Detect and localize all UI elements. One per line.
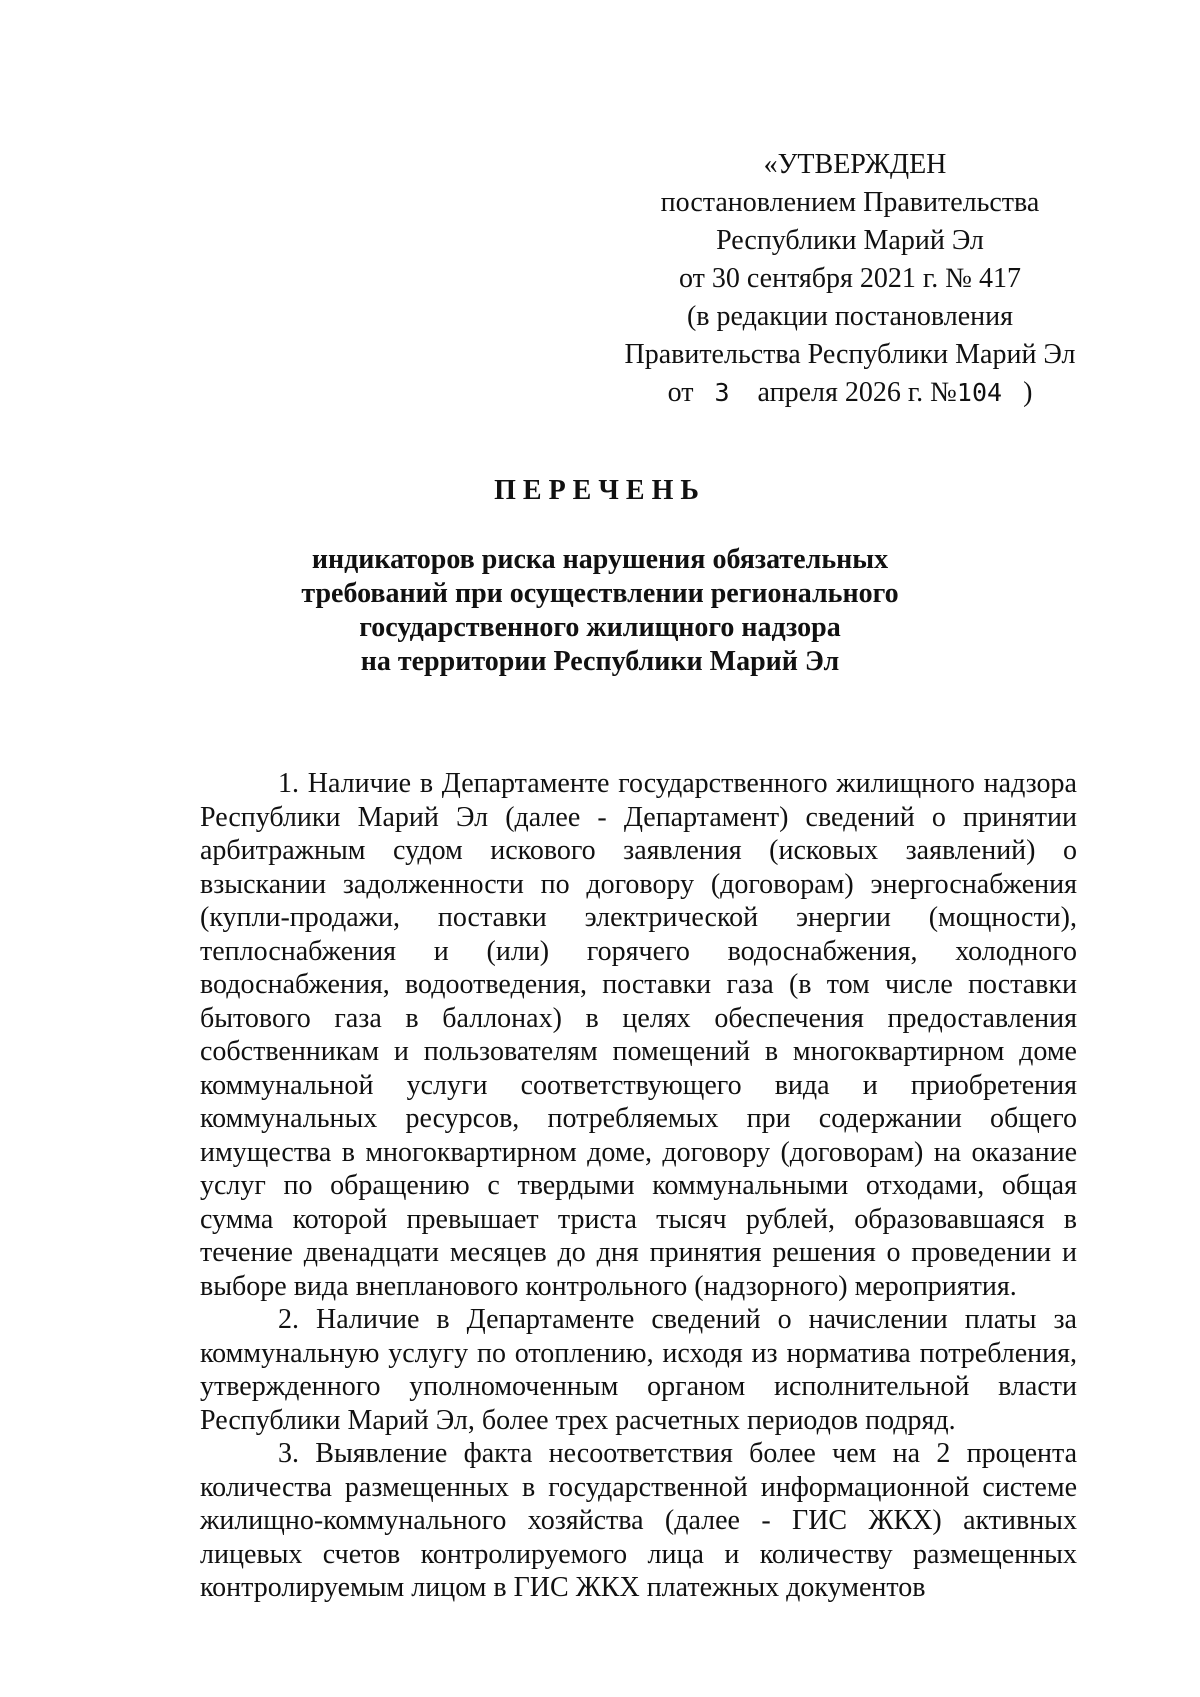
document-heading: ПЕРЕЧЕНЬ <box>494 475 706 506</box>
amendment-prefix: от <box>667 377 694 408</box>
paragraph-1: 1. Наличие в Департаменте государственного жилищного надзора Республики Марий Эл (далее - Департамент) сведений о принятии арбитражным судом искового заявления (исковых заявлений) о взыскании задолженности по договору (договорам) энергоснабжения (купли-продажи, поставки электрической энергии (мощности), теплоснабжения и (или) горячего водоснабжения, холодного водоснабжения, водоотведения, поставки газа (в том числе поставки бытового газа в баллонах) в целях обеспечения предоставления собственникам и пользователям помещений в многоквартирном доме коммунальной услуги соответствующего вида и приобретения коммунальных ресурсов, потребляемых при содержании общего имущества в многоквартирном доме, договору (договорам) на оказание услуг по обращению с твердыми коммунальными отходами, общая сумма которой превышает триста тысяч рублей, образовавшаяся в течение двенадцати месяцев до дня принятия решения о проведении и выборе вида внепланового контрольного (надзорного) мероприятия. <box>200 768 1077 1302</box>
approval-line-date: от 30 сентября 2021 г. № 417 <box>679 263 1021 294</box>
approval-stamp-block <box>600 146 1100 412</box>
amendment-close: ) <box>1023 377 1033 408</box>
paragraph-3: 3. Выявление факта несоответствия более чем на 2 процента количества размещенных в государственной информационной системе жилищно-коммунального хозяйства (далее - ГИС ЖКХ) активных лицевых счетов контролируемого лица и количеству размещенных контролируемым лицом в ГИС ЖКХ платежных документов <box>200 1438 1077 1603</box>
subheading-line: государственного жилищного надзора <box>359 612 841 643</box>
document-subheading <box>100 543 1100 679</box>
approval-line-resolution: постановлением Правительства <box>660 187 1040 218</box>
approval-line-amendment <box>600 374 1100 412</box>
approval-line-government: Правительства Республики Марий Эл <box>624 339 1076 370</box>
subheading-line: индикаторов риска нарушения обязательных <box>311 544 889 575</box>
amendment-month-year: апреля 2026 г. № <box>757 377 957 408</box>
approval-line-republic: Республики Марий Эл <box>716 225 984 256</box>
amendment-day: 3 <box>714 378 730 407</box>
paragraph-2: 2. Наличие в Департаменте сведений о начислении платы за коммунальную услугу по отоплению, исходя из норматива потребления, утвержденного уполномоченным органом исполнительной власти Республики Марий Эл, более трех расчетных периодов подряд. <box>200 1304 1077 1436</box>
approval-title: «УТВЕРЖДЕН <box>763 149 947 180</box>
document-body <box>200 767 1077 1605</box>
amendment-number: 104 <box>956 378 1003 407</box>
subheading-line: на территории Республики Марий Эл <box>360 646 840 677</box>
subheading-line: требований при осуществлении регионального <box>301 578 899 609</box>
approval-line-edition: (в редакции постановления <box>686 301 1014 332</box>
